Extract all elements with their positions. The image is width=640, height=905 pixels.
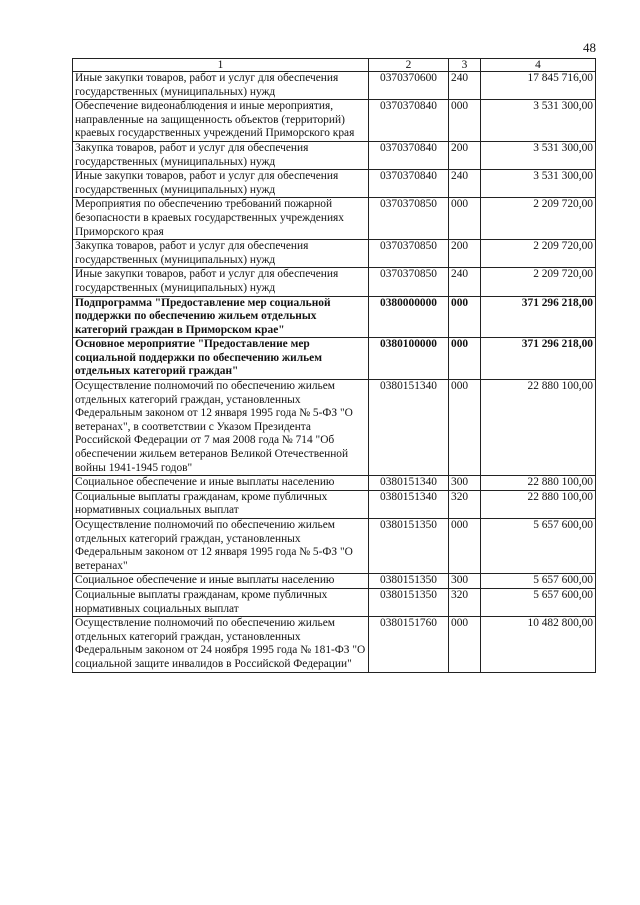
row-code: 0380151340 — [369, 490, 449, 518]
row-code: 0370370850 — [369, 198, 449, 240]
table-header-row — [73, 59, 596, 72]
table-row — [73, 198, 596, 240]
row-amount: 3 531 300,00 — [481, 141, 596, 169]
row-expense-type: 000 — [449, 519, 481, 574]
row-amount: 371 296 218,00 — [481, 296, 596, 338]
row-code: 0380151340 — [369, 380, 449, 476]
row-expense-type: 320 — [449, 588, 481, 616]
row-name: Социальное обеспечение и иные выплаты населению — [73, 574, 369, 589]
row-amount: 17 845 716,00 — [481, 72, 596, 100]
table-row — [73, 268, 596, 296]
row-amount: 3 531 300,00 — [481, 100, 596, 142]
row-code: 0380151760 — [369, 617, 449, 672]
row-name: Осуществление полномочий по обеспечению жильем отдельных категорий граждан, установленных Федеральным законом от 12 января 1995 года № 5-ФЗ "О ветеранах", в соответствии с Указом Президента Российской Федерации от 7 мая 2008 года № 714 "Об обеспечении жильем ветеранов Великой Отечественной войны 1941-1945 годов" — [73, 380, 369, 476]
row-code: 0370370840 — [369, 141, 449, 169]
row-name: Основное мероприятие "Предоставление мер социальной поддержки по обеспечению жильем отдельных категорий граждан" — [73, 338, 369, 380]
table-row — [73, 141, 596, 169]
row-code: 0370370600 — [369, 72, 449, 100]
row-code: 0370370840 — [369, 100, 449, 142]
row-expense-type: 000 — [449, 617, 481, 672]
column-header-2: 2 — [369, 59, 449, 72]
row-amount: 2 209 720,00 — [481, 240, 596, 268]
column-header-1: 1 — [73, 59, 369, 72]
row-code: 0380000000 — [369, 296, 449, 338]
row-amount: 5 657 600,00 — [481, 574, 596, 589]
table-row — [73, 574, 596, 589]
row-amount: 22 880 100,00 — [481, 380, 596, 476]
row-expense-type: 000 — [449, 296, 481, 338]
row-amount: 5 657 600,00 — [481, 519, 596, 574]
row-name: Обеспечение видеонаблюдения и иные мероприятия, направленные на защищенность объектов (территорий) краевых государственных учреждений Приморского края — [73, 100, 369, 142]
row-name: Социальные выплаты гражданам, кроме публичных нормативных социальных выплат — [73, 588, 369, 616]
table-row — [73, 476, 596, 491]
row-code: 0370370850 — [369, 240, 449, 268]
row-name: Мероприятия по обеспечению требований пожарной безопасности в краевых государственных учреждениях Приморского края — [73, 198, 369, 240]
row-code: 0380151350 — [369, 574, 449, 589]
page-number: 48 — [583, 40, 596, 55]
table-row — [73, 170, 596, 198]
row-expense-type: 000 — [449, 198, 481, 240]
table-row — [73, 490, 596, 518]
row-name: Иные закупки товаров, работ и услуг для обеспечения государственных (муниципальных) нужд — [73, 72, 369, 100]
row-name: Подпрограмма "Предоставление мер социальной поддержки по обеспечению жильем отдельных категорий граждан в Приморском крае" — [73, 296, 369, 338]
row-expense-type: 240 — [449, 268, 481, 296]
table-row — [73, 240, 596, 268]
row-name: Иные закупки товаров, работ и услуг для обеспечения государственных (муниципальных) нужд — [73, 268, 369, 296]
row-expense-type: 240 — [449, 170, 481, 198]
row-code: 0370370850 — [369, 268, 449, 296]
row-amount: 22 880 100,00 — [481, 476, 596, 491]
table-row — [73, 588, 596, 616]
row-expense-type: 200 — [449, 240, 481, 268]
row-amount: 2 209 720,00 — [481, 268, 596, 296]
table-row — [73, 72, 596, 100]
table-row-subprogram — [73, 296, 596, 338]
row-code: 0380100000 — [369, 338, 449, 380]
row-amount: 22 880 100,00 — [481, 490, 596, 518]
row-name: Закупка товаров, работ и услуг для обеспечения государственных (муниципальных) нужд — [73, 240, 369, 268]
table-row — [73, 380, 596, 476]
row-expense-type: 240 — [449, 72, 481, 100]
row-code: 0380151350 — [369, 588, 449, 616]
row-name: Закупка товаров, работ и услуг для обеспечения государственных (муниципальных) нужд — [73, 141, 369, 169]
row-name: Социальное обеспечение и иные выплаты населению — [73, 476, 369, 491]
budget-table — [72, 58, 596, 673]
row-amount: 371 296 218,00 — [481, 338, 596, 380]
row-name: Осуществление полномочий по обеспечению жильем отдельных категорий граждан, установленных Федеральным законом от 12 января 1995 года № 5-ФЗ "О ветеранах" — [73, 519, 369, 574]
row-code: 0380151350 — [369, 519, 449, 574]
row-amount: 3 531 300,00 — [481, 170, 596, 198]
column-header-3: 3 — [449, 59, 481, 72]
table-row — [73, 100, 596, 142]
row-expense-type: 000 — [449, 338, 481, 380]
row-amount: 2 209 720,00 — [481, 198, 596, 240]
row-name: Социальные выплаты гражданам, кроме публичных нормативных социальных выплат — [73, 490, 369, 518]
row-code: 0380151340 — [369, 476, 449, 491]
row-expense-type: 300 — [449, 476, 481, 491]
table-row-main-activity — [73, 338, 596, 380]
row-expense-type: 200 — [449, 141, 481, 169]
row-code: 0370370840 — [369, 170, 449, 198]
table-row — [73, 617, 596, 672]
row-name: Иные закупки товаров, работ и услуг для обеспечения государственных (муниципальных) нужд — [73, 170, 369, 198]
row-name: Осуществление полномочий по обеспечению жильем отдельных категорий граждан, установленных Федеральным законом от 24 ноября 1995 года № 181-ФЗ "О социальной защите инвалидов в Российской Федерации" — [73, 617, 369, 672]
row-expense-type: 300 — [449, 574, 481, 589]
row-expense-type: 320 — [449, 490, 481, 518]
row-expense-type: 000 — [449, 380, 481, 476]
row-amount: 10 482 800,00 — [481, 617, 596, 672]
table-row — [73, 519, 596, 574]
row-expense-type: 000 — [449, 100, 481, 142]
row-amount: 5 657 600,00 — [481, 588, 596, 616]
column-header-4: 4 — [481, 59, 596, 72]
